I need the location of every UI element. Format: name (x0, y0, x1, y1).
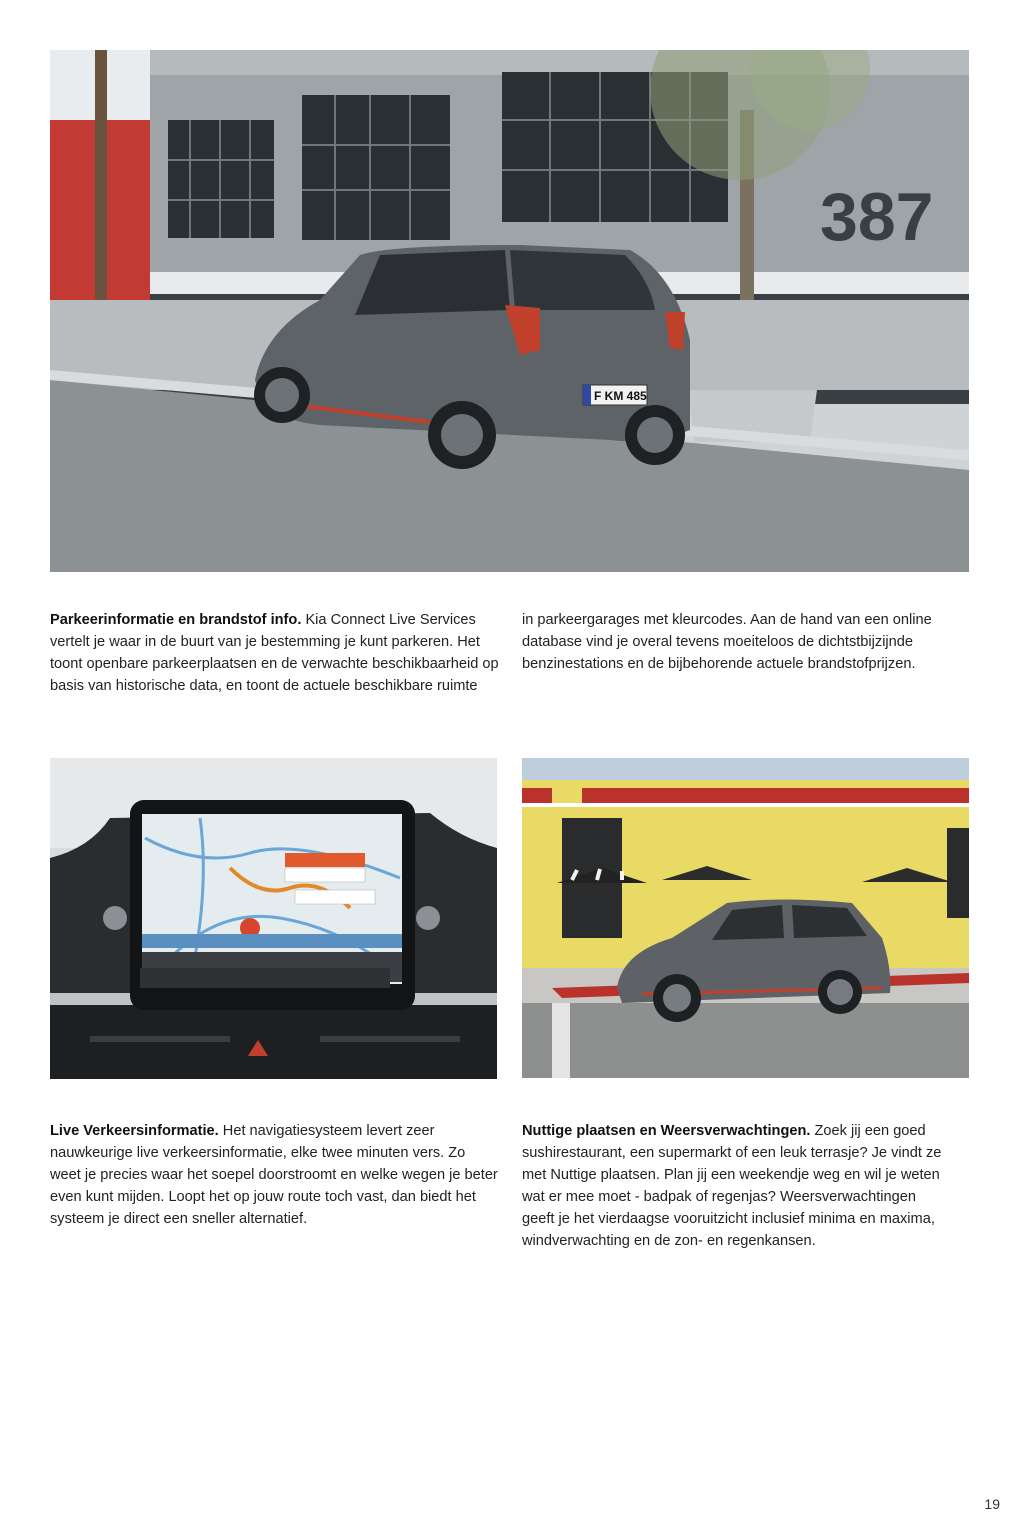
parking-info-col2 (522, 609, 962, 675)
top-car-photo (50, 50, 969, 572)
parking-info-body: Kia Connect Live Services vertelt je waar in de buurt van je bestemming je kunt parkeren. Het toont openbare parkeerplaatsen en de verwachte beschikbaarheid op basis van historische data, en toont de actuele beschikbare ruimte (50, 612, 499, 694)
navigation-screen-photo (50, 758, 497, 1079)
places-weather-body: Zoek jij een goed sushirestaurant, een supermarkt of een leuk terrasje? Je vindt ze met Nuttige plaatsen. Plan jij een weekendje weg en wil je weten wat er mee moet - badpak of regenjas? Weersverwachtingen geeft je het vierdaagse vooruitzicht inclusief minima en maxima, windverwachting en de zon- en regenkansen. (522, 1123, 942, 1249)
parking-info-body-cont: in parkeergarages met kleurcodes. Aan de hand van een online database vind je overal tevens moeiteloos de dichtstbijzijnde benzinestations en de bijbehorende actuele brandstofprijzen. (522, 612, 932, 672)
places-weather-heading: Nuttige plaatsen en Weersverwachtingen. (522, 1123, 811, 1139)
traffic-info (50, 1120, 500, 1230)
traffic-info-body: Het navigatiesysteem levert zeer nauwkeurige live verkeersinformatie, elke twee minuten vers. Zo weet je precies waar het soepel doorstroomt en welke wegen je beter even kunt mijden. Loopt het op jouw route toch vast, dan biedt het systeem je direct een sneller alternatief. (50, 1123, 498, 1227)
house-number: 387 (820, 179, 934, 255)
yellow-building-car-photo (522, 758, 969, 1078)
license-plate: F KM 485 (594, 389, 647, 403)
traffic-info-heading: Live Verkeersinformatie. (50, 1123, 219, 1139)
page-number: 19 (984, 1496, 1000, 1512)
parking-info-heading: Parkeerinformatie en brandstof info. (50, 612, 302, 628)
parking-info-col1 (50, 609, 500, 697)
places-weather-info (522, 1120, 952, 1252)
